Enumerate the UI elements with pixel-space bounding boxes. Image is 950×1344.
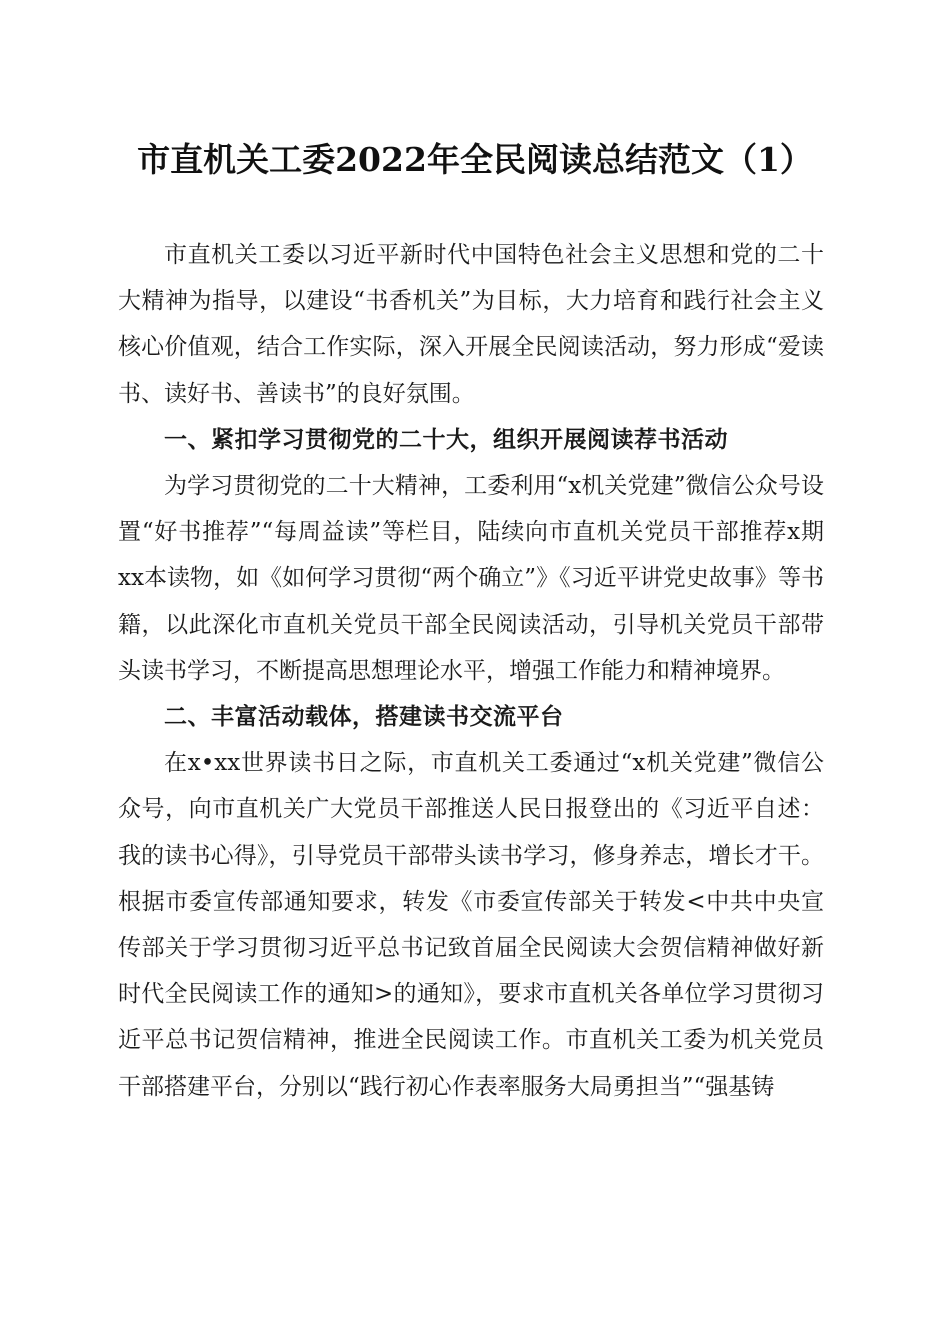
section-heading-1: 一、紧扣学习贯彻党的二十大，组织开展阅读荐书活动	[164, 426, 728, 453]
document-body	[118, 232, 824, 1110]
section-1-paragraph: 为学习贯彻党的二十大精神，工委利用“x机关党建”微信公众号设置“好书推荐”“每周益读”等栏目，陆续向市直机关党员干部推荐x期xx本读物，如《如何学习贯彻“两个确立”》《习近平讲党史故事》等书籍，以此深化市直机关党员干部全民阅读活动，引导机关党员干部带头读书学习，不断提高思想理论水平，增强工作能力和精神境界。	[118, 473, 824, 684]
intro-paragraph: 市直机关工委以习近平新时代中国特色社会主义思想和党的二十大精神为指导，以建设“书香机关”为目标，大力培育和践行社会主义核心价值观，结合工作实际，深入开展全民阅读活动，努力形成“爱读书、读好书、善读书”的良好氛围。	[118, 242, 824, 407]
document-title: 市直机关工委2022年全民阅读总结范文（1）	[137, 140, 813, 179]
section-heading-2: 二、丰富活动载体，搭建读书交流平台	[164, 704, 564, 731]
section-2-paragraph: 在x•xx世界读书日之际，市直机关工委通过“x机关党建”微信公众号，向市直机关广大党员干部推送人民日报登出的《习近平自述：我的读书心得》，引导党员干部带头读书学习，修身养志，增长才干。根据市委宣传部通知要求，转发《市委宣传部关于转发<中共中央宣传部关于学习贯彻习近平总书记致首届全民阅读大会贺信精神做好新时代全民阅读工作的通知>的通知》，要求市直机关各单位学习贯彻习近平总书记贺信精神，推进全民阅读工作。市直机关工委为机关党员干部搭建平台，分别以“践行初心作表率服务大局勇担当”“强基铸	[118, 750, 824, 1100]
